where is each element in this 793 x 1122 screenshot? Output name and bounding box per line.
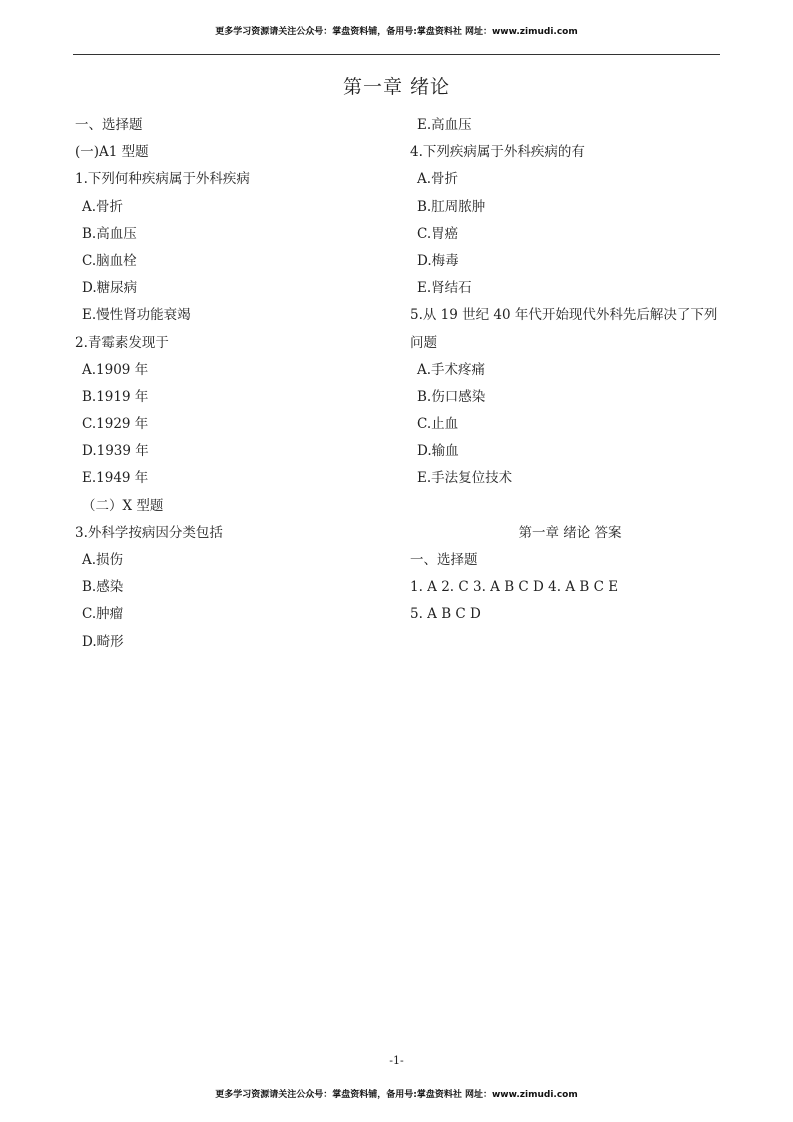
answer-option: D.梅毒 bbox=[417, 252, 459, 269]
footer-note: 更多学习资源请关注公众号：掌盘资料铺，备用号:掌盘资料社 网址：www.zimudi.com bbox=[215, 1090, 578, 1100]
answer-option: （二）X 型题 bbox=[82, 497, 164, 514]
answer-option: E.高血压 bbox=[417, 117, 472, 133]
answer-line-1: 1. A 2. C 3. A B C D 4. A B C E bbox=[410, 579, 619, 596]
answer-option: D.1939 年 bbox=[82, 443, 149, 460]
answer-option: C.胃癌 bbox=[417, 225, 459, 242]
answer-option: E.慢性肾功能衰竭 bbox=[82, 307, 191, 324]
answer-title: 第一章 绪论 答案 bbox=[518, 524, 622, 541]
answer-line-2: 5. A B C D bbox=[410, 606, 481, 623]
question-text: 4.下列疾病属于外科疾病的有 bbox=[410, 144, 585, 161]
answer-option: D.输血 bbox=[417, 443, 459, 460]
answer-option: A.损伤 bbox=[82, 552, 124, 568]
answer-option: E.手法复位技术 bbox=[417, 470, 513, 487]
answer-option: E.1949 年 bbox=[82, 470, 149, 487]
question-list-right bbox=[410, 112, 730, 493]
answer-option: A.手术疼痛 bbox=[417, 361, 486, 378]
answer-option: D.糖尿病 bbox=[82, 280, 138, 297]
page-title: 第一章 绪论 bbox=[342, 76, 451, 98]
answer-option: A.1909 年 bbox=[82, 361, 149, 378]
question-text: 2.青霉素发现于 bbox=[75, 334, 169, 351]
answer-section-heading: 一、选择题 bbox=[410, 552, 478, 568]
answer-option: E.肾结石 bbox=[417, 280, 472, 297]
answer-option: A.骨折 bbox=[82, 198, 124, 215]
answer-option: B.感染 bbox=[82, 579, 124, 596]
right-column bbox=[410, 112, 730, 629]
answer-option: A.骨折 bbox=[417, 171, 459, 188]
left-column bbox=[75, 112, 395, 656]
question-text: 3.外科学按病因分类包括 bbox=[75, 524, 223, 541]
answer-option: C.脑血栓 bbox=[82, 252, 137, 269]
answer-option: B.1919 年 bbox=[82, 388, 149, 405]
question-text: 5.从 19 世纪 40 年代开始现代外科先后解决了下列 bbox=[410, 307, 718, 324]
answer-option: B.伤口感染 bbox=[417, 388, 486, 405]
answer-option: B.高血压 bbox=[82, 225, 137, 242]
header-note: 更多学习资源请关注公众号：掌盘资料铺，备用号:掌盘资料社 网址：www.zimudi.com bbox=[215, 27, 578, 37]
spacer bbox=[410, 493, 730, 520]
section-heading: (一)A1 型题 bbox=[75, 144, 149, 161]
page-number: -1- bbox=[389, 1054, 404, 1067]
answer-option: C.肿瘤 bbox=[82, 606, 124, 623]
question-text: 1.下列何种疾病属于外科疾病 bbox=[75, 171, 250, 188]
answer-option: C.止血 bbox=[417, 416, 459, 433]
answer-section bbox=[410, 520, 730, 629]
answer-option: B.肛周脓肿 bbox=[417, 198, 486, 215]
answer-option: D.畸形 bbox=[82, 633, 124, 650]
question-text: 问题 bbox=[410, 334, 437, 351]
header-divider bbox=[73, 54, 720, 55]
answer-option: C.1929 年 bbox=[82, 416, 149, 433]
section-heading: 一、选择题 bbox=[75, 117, 143, 133]
